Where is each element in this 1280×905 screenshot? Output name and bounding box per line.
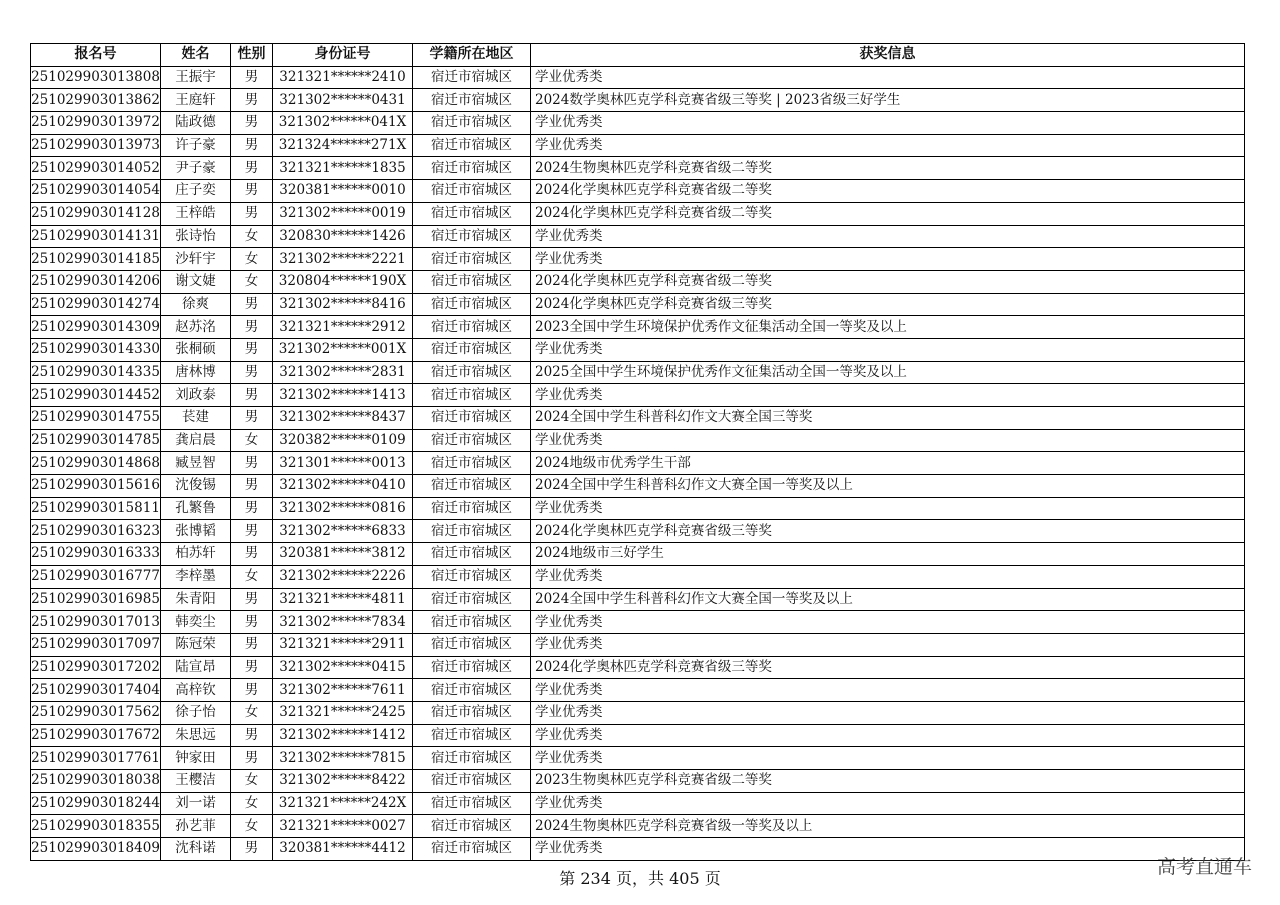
- name-cell: 唐林博: [161, 361, 231, 384]
- region-cell: 宿迁市宿城区: [413, 679, 531, 702]
- award-info-cell: 学业优秀类: [531, 724, 1245, 747]
- id-card-cell: 321302******6833: [273, 520, 413, 543]
- id-card-cell: 321321******1835: [273, 157, 413, 180]
- table-row: [31, 361, 1245, 384]
- award-info-cell: 学业优秀类: [531, 611, 1245, 634]
- id-card-cell: 321302******8437: [273, 407, 413, 430]
- table-row: [31, 248, 1245, 271]
- award-info-cell: 学业优秀类: [531, 338, 1245, 361]
- gender-cell: 男: [231, 66, 273, 89]
- table-row: [31, 656, 1245, 679]
- award-info-cell: 学业优秀类: [531, 384, 1245, 407]
- gender-cell: 男: [231, 202, 273, 225]
- name-cell: 高梓钦: [161, 679, 231, 702]
- registration-no-cell: 251029903013972: [31, 112, 161, 135]
- registration-no-cell: 251029903014054: [31, 180, 161, 203]
- gender-cell: 女: [231, 565, 273, 588]
- gender-cell: 男: [231, 361, 273, 384]
- watermark-text: 高考直通车: [1156, 856, 1252, 878]
- registration-no-cell: 251029903014052: [31, 157, 161, 180]
- region-cell: 宿迁市宿城区: [413, 270, 531, 293]
- region-cell: 宿迁市宿城区: [413, 770, 531, 793]
- award-info-cell: 学业优秀类: [531, 565, 1245, 588]
- id-card-cell: 320381******0010: [273, 180, 413, 203]
- table-header-row: [31, 44, 1245, 67]
- id-card-cell: 321302******0410: [273, 475, 413, 498]
- name-cell: 陆宣昂: [161, 656, 231, 679]
- table-row: [31, 815, 1245, 838]
- table-row: [31, 724, 1245, 747]
- table-row: [31, 134, 1245, 157]
- table-row: [31, 384, 1245, 407]
- registration-no-cell: 251029903016777: [31, 565, 161, 588]
- award-info-cell: 学业优秀类: [531, 225, 1245, 248]
- award-info-cell: 2024地级市三好学生: [531, 543, 1245, 566]
- table-row: [31, 543, 1245, 566]
- award-info-cell: 2024化学奥林匹克学科竞赛省级三等奖: [531, 520, 1245, 543]
- region-cell: 宿迁市宿城区: [413, 338, 531, 361]
- region-cell: 宿迁市宿城区: [413, 293, 531, 316]
- region-cell: 宿迁市宿城区: [413, 157, 531, 180]
- registration-no-cell: 251029903017097: [31, 633, 161, 656]
- name-cell: 王梓皓: [161, 202, 231, 225]
- id-card-cell: 321321******242X: [273, 792, 413, 815]
- gender-cell: 男: [231, 838, 273, 861]
- table-row: [31, 180, 1245, 203]
- region-cell: 宿迁市宿城区: [413, 838, 531, 861]
- table-row: [31, 770, 1245, 793]
- region-cell: 宿迁市宿城区: [413, 815, 531, 838]
- gender-cell: 女: [231, 270, 273, 293]
- region-cell: 宿迁市宿城区: [413, 792, 531, 815]
- region-cell: 宿迁市宿城区: [413, 588, 531, 611]
- table-row: [31, 633, 1245, 656]
- registration-no-cell: 251029903013808: [31, 66, 161, 89]
- gender-cell: 男: [231, 724, 273, 747]
- table-row: [31, 225, 1245, 248]
- name-cell: 王庭轩: [161, 89, 231, 112]
- region-cell: 宿迁市宿城区: [413, 701, 531, 724]
- id-card-cell: 321302******2831: [273, 361, 413, 384]
- page-number-footer: 第 234 页，共 405 页: [559, 869, 721, 888]
- gender-cell: 男: [231, 134, 273, 157]
- table-row: [31, 838, 1245, 861]
- region-cell: 宿迁市宿城区: [413, 112, 531, 135]
- table-row: [31, 407, 1245, 430]
- award-info-cell: 2024全国中学生科普科幻作文大赛全国一等奖及以上: [531, 588, 1245, 611]
- registration-no-cell: 251029903014755: [31, 407, 161, 430]
- name-cell: 沈科诺: [161, 838, 231, 861]
- id-card-cell: 321302******8422: [273, 770, 413, 793]
- award-info-cell: 学业优秀类: [531, 248, 1245, 271]
- table-row: [31, 293, 1245, 316]
- region-cell: 宿迁市宿城区: [413, 361, 531, 384]
- gender-cell: 男: [231, 293, 273, 316]
- name-cell: 徐子怡: [161, 701, 231, 724]
- name-cell: 柏苏轩: [161, 543, 231, 566]
- id-card-cell: 320381******4412: [273, 838, 413, 861]
- id-card-cell: 321302******0415: [273, 656, 413, 679]
- gender-cell: 女: [231, 248, 273, 271]
- header-award-info: 获奖信息: [531, 44, 1245, 67]
- id-card-cell: 320382******0109: [273, 429, 413, 452]
- region-cell: 宿迁市宿城区: [413, 180, 531, 203]
- registration-no-cell: 251029903014309: [31, 316, 161, 339]
- id-card-cell: 321321******2410: [273, 66, 413, 89]
- table-row: [31, 89, 1245, 112]
- gender-cell: 男: [231, 180, 273, 203]
- award-info-cell: 2023生物奥林匹克学科竞赛省级二等奖: [531, 770, 1245, 793]
- name-cell: 孙艺菲: [161, 815, 231, 838]
- registration-no-cell: 251029903014131: [31, 225, 161, 248]
- registration-no-cell: 251029903015616: [31, 475, 161, 498]
- gender-cell: 女: [231, 815, 273, 838]
- gender-cell: 男: [231, 747, 273, 770]
- gender-cell: 男: [231, 520, 273, 543]
- id-card-cell: 321321******4811: [273, 588, 413, 611]
- registration-no-cell: 251029903014452: [31, 384, 161, 407]
- region-cell: 宿迁市宿城区: [413, 543, 531, 566]
- name-cell: 刘政泰: [161, 384, 231, 407]
- table-row: [31, 701, 1245, 724]
- registration-no-cell: 251029903018244: [31, 792, 161, 815]
- gender-cell: 女: [231, 770, 273, 793]
- region-cell: 宿迁市宿城区: [413, 565, 531, 588]
- name-cell: 张桐硕: [161, 338, 231, 361]
- award-info-cell: 2024化学奥林匹克学科竞赛省级二等奖: [531, 180, 1245, 203]
- award-info-cell: 2024全国中学生科普科幻作文大赛全国三等奖: [531, 407, 1245, 430]
- table-body: [31, 66, 1245, 860]
- header-gender: 性别: [231, 44, 273, 67]
- name-cell: 谢文婕: [161, 270, 231, 293]
- gender-cell: 女: [231, 701, 273, 724]
- name-cell: 沙轩宇: [161, 248, 231, 271]
- name-cell: 苌建: [161, 407, 231, 430]
- award-info-cell: 学业优秀类: [531, 747, 1245, 770]
- registration-no-cell: 251029903014185: [31, 248, 161, 271]
- registration-no-cell: 251029903016333: [31, 543, 161, 566]
- region-cell: 宿迁市宿城区: [413, 89, 531, 112]
- award-info-cell: 2023全国中学生环境保护优秀作文征集活动全国一等奖及以上: [531, 316, 1245, 339]
- name-cell: 张博韬: [161, 520, 231, 543]
- name-cell: 韩奕尘: [161, 611, 231, 634]
- header-name: 姓名: [161, 44, 231, 67]
- id-card-cell: 321302******2221: [273, 248, 413, 271]
- name-cell: 臧昱智: [161, 452, 231, 475]
- region-cell: 宿迁市宿城区: [413, 747, 531, 770]
- table-row: [31, 112, 1245, 135]
- id-card-cell: 321302******0019: [273, 202, 413, 225]
- region-cell: 宿迁市宿城区: [413, 633, 531, 656]
- award-info-cell: 学业优秀类: [531, 679, 1245, 702]
- registration-no-cell: 251029903013973: [31, 134, 161, 157]
- name-cell: 许子豪: [161, 134, 231, 157]
- id-card-cell: 320830******1426: [273, 225, 413, 248]
- id-card-cell: 321321******2911: [273, 633, 413, 656]
- region-cell: 宿迁市宿城区: [413, 475, 531, 498]
- name-cell: 李梓墨: [161, 565, 231, 588]
- registration-no-cell: 251029903016323: [31, 520, 161, 543]
- award-info-cell: 学业优秀类: [531, 792, 1245, 815]
- award-info-cell: 学业优秀类: [531, 633, 1245, 656]
- id-card-cell: 321302******7834: [273, 611, 413, 634]
- gender-cell: 女: [231, 429, 273, 452]
- name-cell: 钟家田: [161, 747, 231, 770]
- gender-cell: 男: [231, 384, 273, 407]
- table-row: [31, 316, 1245, 339]
- award-info-cell: 学业优秀类: [531, 112, 1245, 135]
- gender-cell: 男: [231, 543, 273, 566]
- registration-no-cell: 251029903014868: [31, 452, 161, 475]
- id-card-cell: 321302******7815: [273, 747, 413, 770]
- region-cell: 宿迁市宿城区: [413, 407, 531, 430]
- registration-no-cell: 251029903017761: [31, 747, 161, 770]
- region-cell: 宿迁市宿城区: [413, 429, 531, 452]
- award-info-cell: 2024全国中学生科普科幻作文大赛全国一等奖及以上: [531, 475, 1245, 498]
- award-info-cell: 2024数学奥林匹克学科竞赛省级三等奖 | 2023省级三好学生: [531, 89, 1245, 112]
- region-cell: 宿迁市宿城区: [413, 656, 531, 679]
- registration-no-cell: 251029903015811: [31, 497, 161, 520]
- award-info-cell: 学业优秀类: [531, 134, 1245, 157]
- registration-no-cell: 251029903018355: [31, 815, 161, 838]
- region-cell: 宿迁市宿城区: [413, 497, 531, 520]
- registration-no-cell: 251029903017013: [31, 611, 161, 634]
- id-card-cell: 321302******8416: [273, 293, 413, 316]
- award-info-cell: 2024生物奥林匹克学科竞赛省级二等奖: [531, 157, 1245, 180]
- region-cell: 宿迁市宿城区: [413, 520, 531, 543]
- id-card-cell: 321302******1412: [273, 724, 413, 747]
- name-cell: 张诗怡: [161, 225, 231, 248]
- name-cell: 朱思远: [161, 724, 231, 747]
- region-cell: 宿迁市宿城区: [413, 134, 531, 157]
- registration-no-cell: 251029903014785: [31, 429, 161, 452]
- registration-no-cell: 251029903014274: [31, 293, 161, 316]
- name-cell: 尹子豪: [161, 157, 231, 180]
- award-info-cell: 学业优秀类: [531, 701, 1245, 724]
- name-cell: 龚启晨: [161, 429, 231, 452]
- gender-cell: 男: [231, 679, 273, 702]
- name-cell: 孔繁鲁: [161, 497, 231, 520]
- header-region: 学籍所在地区: [413, 44, 531, 67]
- gender-cell: 男: [231, 407, 273, 430]
- table-row: [31, 202, 1245, 225]
- gender-cell: 女: [231, 225, 273, 248]
- registration-no-cell: 251029903014206: [31, 270, 161, 293]
- table-row: [31, 338, 1245, 361]
- id-card-cell: 321321******2912: [273, 316, 413, 339]
- registration-no-cell: 251029903014128: [31, 202, 161, 225]
- gender-cell: 男: [231, 656, 273, 679]
- table-row: [31, 157, 1245, 180]
- region-cell: 宿迁市宿城区: [413, 202, 531, 225]
- region-cell: 宿迁市宿城区: [413, 66, 531, 89]
- header-id-card: 身份证号: [273, 44, 413, 67]
- id-card-cell: 321321******2425: [273, 701, 413, 724]
- name-cell: 徐爽: [161, 293, 231, 316]
- award-info-cell: 学业优秀类: [531, 497, 1245, 520]
- gender-cell: 男: [231, 588, 273, 611]
- region-cell: 宿迁市宿城区: [413, 316, 531, 339]
- name-cell: 赵苏洺: [161, 316, 231, 339]
- registration-no-cell: 251029903014335: [31, 361, 161, 384]
- region-cell: 宿迁市宿城区: [413, 225, 531, 248]
- name-cell: 王樱洁: [161, 770, 231, 793]
- registration-no-cell: 251029903017672: [31, 724, 161, 747]
- registration-no-cell: 251029903013862: [31, 89, 161, 112]
- gender-cell: 男: [231, 475, 273, 498]
- id-card-cell: 321302******041X: [273, 112, 413, 135]
- id-card-cell: 321324******271X: [273, 134, 413, 157]
- registration-no-cell: 251029903018409: [31, 838, 161, 861]
- gender-cell: 男: [231, 316, 273, 339]
- table-row: [31, 679, 1245, 702]
- gender-cell: 男: [231, 611, 273, 634]
- registration-no-cell: 251029903014330: [31, 338, 161, 361]
- award-info-cell: 2024地级市优秀学生干部: [531, 452, 1245, 475]
- registration-no-cell: 251029903017562: [31, 701, 161, 724]
- table-row: [31, 66, 1245, 89]
- id-card-cell: 320381******3812: [273, 543, 413, 566]
- gender-cell: 男: [231, 633, 273, 656]
- table-row: [31, 475, 1245, 498]
- table-row: [31, 565, 1245, 588]
- table-row: [31, 452, 1245, 475]
- gender-cell: 男: [231, 452, 273, 475]
- id-card-cell: 321321******0027: [273, 815, 413, 838]
- name-cell: 沈俊锡: [161, 475, 231, 498]
- name-cell: 王振宇: [161, 66, 231, 89]
- name-cell: 刘一诺: [161, 792, 231, 815]
- award-info-cell: 学业优秀类: [531, 838, 1245, 861]
- id-card-cell: 321302******001X: [273, 338, 413, 361]
- id-card-cell: 321301******0013: [273, 452, 413, 475]
- table-row: [31, 611, 1245, 634]
- name-cell: 陈冠荣: [161, 633, 231, 656]
- region-cell: 宿迁市宿城区: [413, 452, 531, 475]
- table-row: [31, 497, 1245, 520]
- award-info-cell: 2024化学奥林匹克学科竞赛省级三等奖: [531, 293, 1245, 316]
- table-row: [31, 792, 1245, 815]
- id-card-cell: 321302******1413: [273, 384, 413, 407]
- table-row: [31, 270, 1245, 293]
- gender-cell: 女: [231, 792, 273, 815]
- registration-no-cell: 251029903018038: [31, 770, 161, 793]
- name-cell: 庄子奕: [161, 180, 231, 203]
- name-cell: 陆政德: [161, 112, 231, 135]
- table-row: [31, 520, 1245, 543]
- id-card-cell: 321302******7611: [273, 679, 413, 702]
- header-registration-no: 报名号: [31, 44, 161, 67]
- gender-cell: 男: [231, 112, 273, 135]
- award-info-cell: 2024化学奥林匹克学科竞赛省级二等奖: [531, 270, 1245, 293]
- region-cell: 宿迁市宿城区: [413, 384, 531, 407]
- student-award-table: [30, 43, 1245, 861]
- gender-cell: 男: [231, 89, 273, 112]
- award-info-cell: 学业优秀类: [531, 66, 1245, 89]
- id-card-cell: 321302******0816: [273, 497, 413, 520]
- registration-no-cell: 251029903017202: [31, 656, 161, 679]
- region-cell: 宿迁市宿城区: [413, 724, 531, 747]
- region-cell: 宿迁市宿城区: [413, 611, 531, 634]
- registration-no-cell: 251029903016985: [31, 588, 161, 611]
- gender-cell: 男: [231, 338, 273, 361]
- award-info-cell: 2024生物奥林匹克学科竞赛省级一等奖及以上: [531, 815, 1245, 838]
- registration-no-cell: 251029903017404: [31, 679, 161, 702]
- id-card-cell: 321302******2226: [273, 565, 413, 588]
- award-info-cell: 2025全国中学生环境保护优秀作文征集活动全国一等奖及以上: [531, 361, 1245, 384]
- name-cell: 朱青阳: [161, 588, 231, 611]
- table-row: [31, 747, 1245, 770]
- gender-cell: 男: [231, 157, 273, 180]
- award-info-cell: 学业优秀类: [531, 429, 1245, 452]
- id-card-cell: 320804******190X: [273, 270, 413, 293]
- award-info-cell: 2024化学奥林匹克学科竞赛省级三等奖: [531, 656, 1245, 679]
- table-row: [31, 588, 1245, 611]
- region-cell: 宿迁市宿城区: [413, 248, 531, 271]
- award-info-cell: 2024化学奥林匹克学科竞赛省级二等奖: [531, 202, 1245, 225]
- id-card-cell: 321302******0431: [273, 89, 413, 112]
- table-row: [31, 429, 1245, 452]
- gender-cell: 男: [231, 497, 273, 520]
